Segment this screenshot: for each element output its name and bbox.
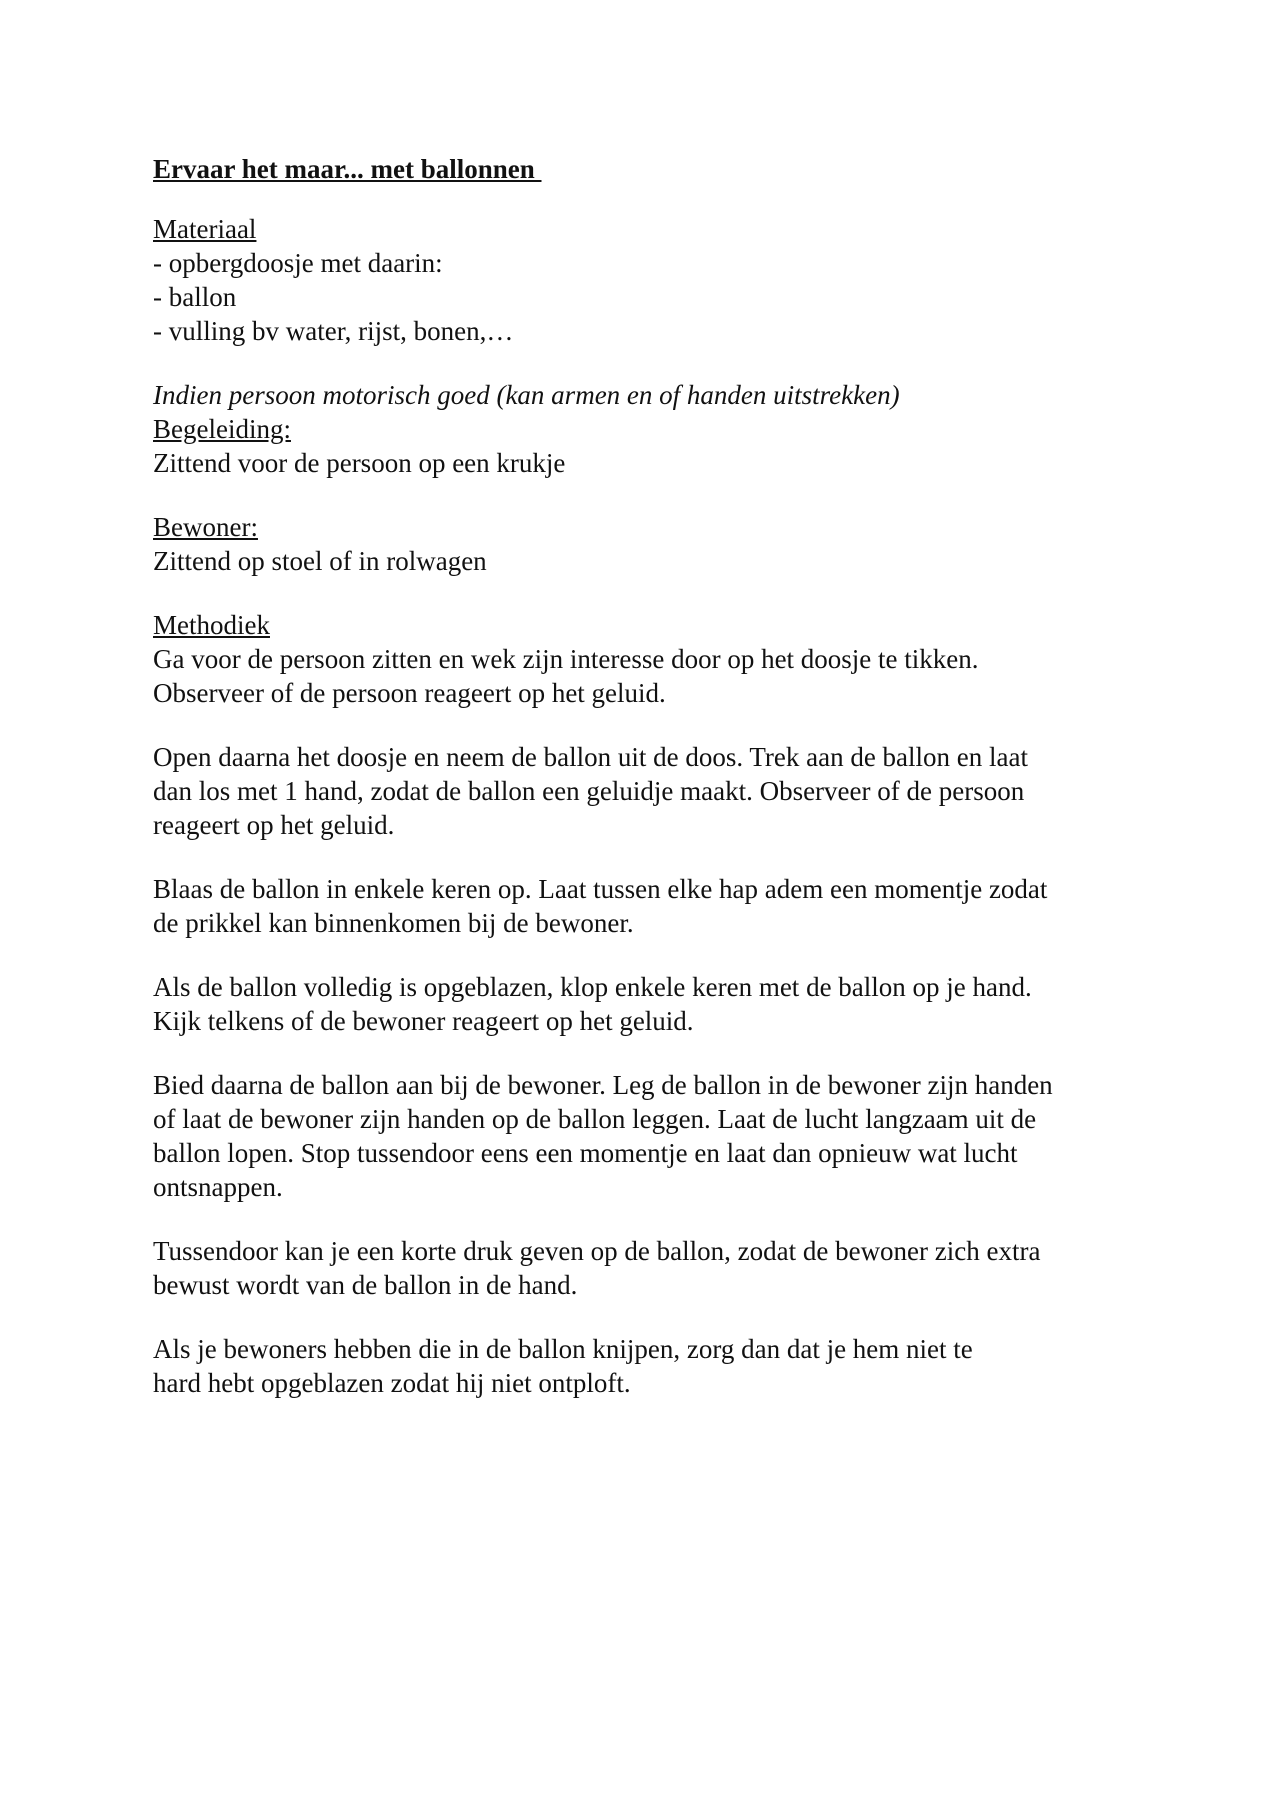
condition-note: Indien persoon motorisch goed (kan armen en of handen uitstrekken) — [153, 380, 900, 410]
bewoner-text: Zittend op stoel of in rolwagen — [153, 546, 487, 576]
methodiek-paragraph-2 — [153, 740, 1153, 842]
methodiek-heading: Methodiek — [153, 610, 270, 640]
materiaal-item: - opbergdoosje met daarin: — [153, 248, 443, 278]
paragraph-line: Observeer of de persoon reageert op het geluid. — [153, 678, 666, 708]
materiaal-heading: Materiaal — [153, 214, 257, 244]
paragraph-line: Open daarna het doosje en neem de ballon uit de doos. Trek aan de ballon en laat — [153, 742, 1028, 772]
methodiek-paragraph-6 — [153, 1234, 1153, 1302]
paragraph-line: ballon lopen. Stop tussendoor eens een momentje en laat dan opnieuw wat lucht — [153, 1138, 1018, 1168]
document-body — [153, 152, 1153, 1400]
paragraph-line: Blaas de ballon in enkele keren op. Laat tussen elke hap adem een momentje zodat — [153, 874, 1048, 904]
paragraph-line: bewust wordt van de ballon in de hand. — [153, 1270, 578, 1300]
paragraph-line: ontsnappen. — [153, 1172, 283, 1202]
paragraph-line: Kijk telkens of de bewoner reageert op het geluid. — [153, 1006, 694, 1036]
materiaal-item: - ballon — [153, 282, 237, 312]
methodiek-paragraph-3 — [153, 872, 1153, 940]
paragraph-line: Ga voor de persoon zitten en wek zijn interesse door op het doosje te tikken. — [153, 644, 979, 674]
paragraph-line: of laat de bewoner zijn handen op de ballon leggen. Laat de lucht langzaam uit de — [153, 1104, 1037, 1134]
paragraph-line: Als de ballon volledig is opgeblazen, klop enkele keren met de ballon op je hand. — [153, 972, 1032, 1002]
methodiek-paragraph-7 — [153, 1332, 1153, 1400]
paragraph-line: Bied daarna de ballon aan bij de bewoner. Leg de ballon in de bewoner zijn handen — [153, 1070, 1053, 1100]
methodiek-paragraph-4 — [153, 970, 1153, 1038]
bewoner-heading: Bewoner: — [153, 512, 258, 542]
begeleiding-heading: Begeleiding: — [153, 414, 291, 444]
paragraph-line: de prikkel kan binnenkomen bij de bewoner. — [153, 908, 634, 938]
document-title: Ervaar het maar... met ballonnen — [153, 154, 542, 184]
paragraph-line: reageert op het geluid. — [153, 810, 395, 840]
paragraph-line: hard hebt opgeblazen zodat hij niet ontploft. — [153, 1368, 631, 1398]
begeleiding-text: Zittend voor de persoon op een krukje — [153, 448, 566, 478]
methodiek-paragraph-1 — [153, 608, 1153, 710]
paragraph-line: Tussendoor kan je een korte druk geven op de ballon, zodat de bewoner zich extra — [153, 1236, 1041, 1266]
materiaal-item: - vulling bv water, rijst, bonen,… — [153, 316, 514, 346]
materiaal-section — [153, 212, 1153, 348]
methodiek-paragraph-5 — [153, 1068, 1153, 1204]
paragraph-line: dan los met 1 hand, zodat de ballon een geluidje maakt. Observeer of de persoon — [153, 776, 1025, 806]
bewoner-section — [153, 510, 1153, 578]
begeleiding-section — [153, 378, 1153, 480]
paragraph-line: Als je bewoners hebben die in de ballon knijpen, zorg dan dat je hem niet te — [153, 1334, 973, 1364]
